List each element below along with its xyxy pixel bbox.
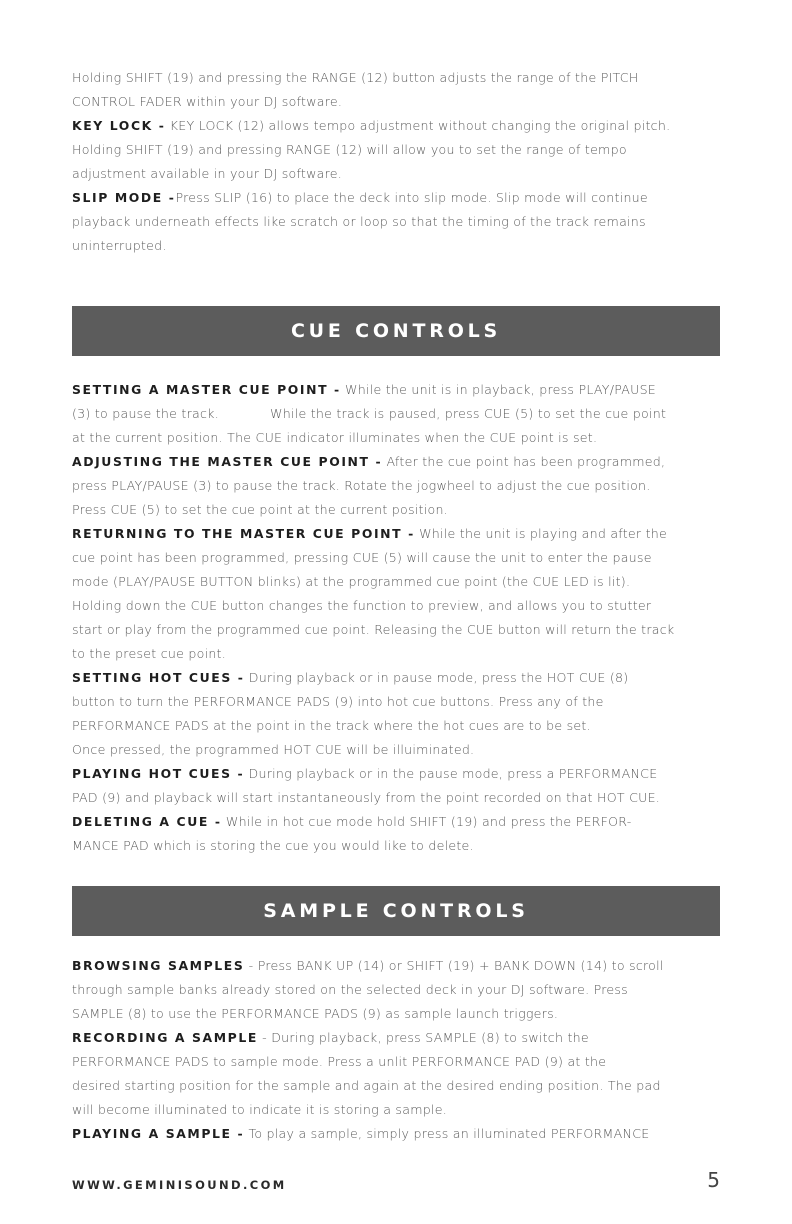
- key-lock-line: Holding SHIFT (19) and pressing RANGE (12) will allow you to set the range of tempo: [72, 142, 627, 157]
- browsing-samples-term: BROWSING SAMPLES: [72, 958, 245, 973]
- cue-controls-section: [72, 378, 724, 858]
- key-lock-text: KEY LOCK (12) allows tempo adjustment without changing the original pitch.: [165, 118, 671, 133]
- deleting-cue-text: While in hot cue mode hold SHIFT (19) and press the PERFOR-: [221, 814, 632, 829]
- returning-master-cue-text: While the unit is playing and after the: [414, 526, 668, 541]
- setting-hot-cues-term: SETTING HOT CUES -: [72, 670, 245, 685]
- setting-master-cue-text: While the unit is in playback, press PLAY/PAUSE: [340, 382, 657, 397]
- returning-master-cue-line: mode (PLAY/PAUSE BUTTON blinks) at the programmed cue point (the CUE LED is lit).: [72, 574, 631, 589]
- setting-master-cue-line: (3) to pause the track. While the track is paused, press CUE (5) to set the cue point: [72, 406, 667, 421]
- recording-sample-line: desired starting position for the sample and again at the desired ending position. The pad: [72, 1078, 661, 1093]
- setting-master-cue-paragraph: [72, 378, 724, 402]
- key-lock-line: adjustment available in your DJ software.: [72, 166, 343, 181]
- recording-sample-line: will become illuminated to indicate it is storing a sample.: [72, 1102, 447, 1117]
- cue-controls-heading: CUE CONTROLS: [72, 306, 720, 356]
- deleting-cue-line: MANCE PAD which is storing the cue you would like to delete.: [72, 838, 474, 853]
- sample-controls-section: [72, 954, 724, 1146]
- setting-master-cue-line: at the current position. The CUE indicator illuminates when the CUE point is set.: [72, 430, 598, 445]
- footer-website-url: WWW.GEMINISOUND.COM: [72, 1178, 287, 1192]
- playing-hot-cues-line: PAD (9) and playback will start instantaneously from the point recorded on that HOT CUE.: [72, 790, 661, 805]
- adjusting-master-cue-text: After the cue point has been programmed,: [382, 454, 666, 469]
- adjusting-master-cue-term: ADJUSTING THE MASTER CUE POINT -: [72, 454, 383, 469]
- intro-line: CONTROL FADER within your DJ software.: [72, 94, 343, 109]
- returning-master-cue-line: to the preset cue point.: [72, 646, 226, 661]
- recording-sample-paragraph: [72, 1026, 724, 1050]
- page-number: 5: [707, 1168, 720, 1192]
- playing-hot-cues-text: During playback or in the pause mode, press a PERFORMANCE: [244, 766, 658, 781]
- adjusting-master-cue-line: Press CUE (5) to set the cue point at the current position.: [72, 502, 448, 517]
- playing-sample-paragraph: [72, 1122, 724, 1146]
- key-lock-paragraph: [72, 114, 724, 138]
- setting-hot-cues-paragraph: [72, 666, 724, 690]
- intro-section: [72, 66, 724, 258]
- setting-hot-cues-line: PERFORMANCE PADS at the point in the track where the hot cues are to be set.: [72, 718, 591, 733]
- recording-sample-text: - During playback, press SAMPLE (8) to switch the: [257, 1030, 589, 1045]
- recording-sample-line: PERFORMANCE PADS to sample mode. Press a unlit PERFORMANCE PAD (9) at the: [72, 1054, 607, 1069]
- playing-sample-text: To play a sample, simply press an illuminated PERFORMANCE: [244, 1126, 650, 1141]
- intro-line: Holding SHIFT (19) and pressing the RANGE (12) button adjusts the range of the PITCH: [72, 70, 639, 85]
- returning-master-cue-line: start or play from the programmed cue point. Releasing the CUE button will return the track: [72, 622, 675, 637]
- returning-master-cue-line: Holding down the CUE button changes the function to preview, and allows you to stutter: [72, 598, 652, 613]
- setting-hot-cues-text: During playback or in pause mode, press the HOT CUE (8): [244, 670, 629, 685]
- recording-sample-term: RECORDING A SAMPLE: [72, 1030, 258, 1045]
- slip-mode-paragraph: [72, 186, 724, 210]
- key-lock-term: KEY LOCK -: [72, 118, 166, 133]
- slip-mode-text: Press SLIP (16) to place the deck into slip mode. Slip mode will continue: [175, 190, 648, 205]
- browsing-samples-paragraph: [72, 954, 724, 978]
- slip-mode-term: SLIP MODE -: [72, 190, 176, 205]
- setting-master-cue-term: SETTING A MASTER CUE POINT -: [72, 382, 341, 397]
- returning-master-cue-term: RETURNING TO THE MASTER CUE POINT -: [72, 526, 415, 541]
- deleting-cue-paragraph: [72, 810, 724, 834]
- playing-hot-cues-paragraph: [72, 762, 724, 786]
- browsing-samples-text: - Press BANK UP (14) or SHIFT (19) + BANK DOWN (14) to scroll: [244, 958, 664, 973]
- setting-hot-cues-line: Once pressed, the programmed HOT CUE will be illuiminated.: [72, 742, 475, 757]
- sample-controls-heading: SAMPLE CONTROLS: [72, 886, 720, 936]
- browsing-samples-line: through sample banks already stored on the selected deck in your DJ software. Press: [72, 982, 628, 997]
- adjusting-master-cue-paragraph: [72, 450, 724, 474]
- setting-hot-cues-line: button to turn the PERFORMANCE PADS (9) into hot cue buttons. Press any of the: [72, 694, 604, 709]
- returning-master-cue-line: cue point has been programmed, pressing CUE (5) will cause the unit to enter the pause: [72, 550, 652, 565]
- browsing-samples-line: SAMPLE (8) to use the PERFORMANCE PADS (9) as sample launch triggers.: [72, 1006, 559, 1021]
- slip-mode-line: uninterrupted.: [72, 238, 167, 253]
- deleting-cue-term: DELETING A CUE -: [72, 814, 222, 829]
- playing-hot-cues-term: PLAYING HOT CUES -: [72, 766, 245, 781]
- returning-master-cue-paragraph: [72, 522, 724, 546]
- playing-sample-term: PLAYING A SAMPLE -: [72, 1126, 245, 1141]
- adjusting-master-cue-line: press PLAY/PAUSE (3) to pause the track. Rotate the jogwheel to adjust the cue position.: [72, 478, 651, 493]
- slip-mode-line: playback underneath effects like scratch or loop so that the timing of the track remains: [72, 214, 646, 229]
